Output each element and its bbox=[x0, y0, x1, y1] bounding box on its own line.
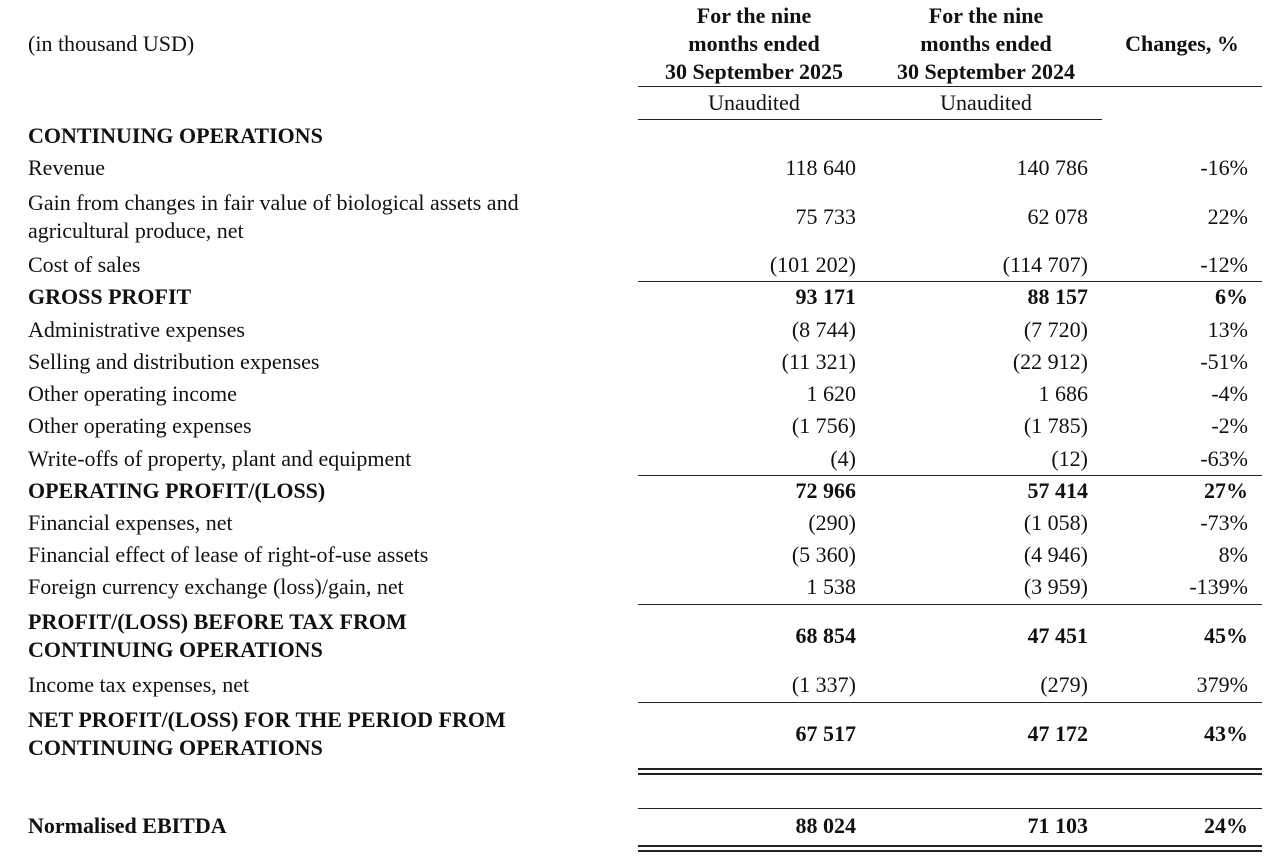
value-2024: (3 959) bbox=[1023, 574, 1088, 599]
value-2024: (7 720) bbox=[1023, 317, 1088, 342]
row-label: Income tax expenses, net bbox=[28, 672, 250, 697]
value-2025: (11 321) bbox=[781, 349, 856, 374]
row-label: Revenue bbox=[28, 155, 105, 180]
value-2025: 1 538 bbox=[806, 574, 856, 599]
column-header-changes: Changes, % bbox=[1125, 31, 1239, 56]
row-label: Cost of sales bbox=[28, 252, 141, 277]
value-change: -4% bbox=[1211, 381, 1248, 406]
column-header-2025-line1: For the nine bbox=[696, 3, 812, 28]
value-change: -12% bbox=[1200, 252, 1248, 277]
column-header-2025-line2: months ended bbox=[688, 31, 820, 56]
row-label: NET PROFIT/(LOSS) FOR THE PERIOD FROM bbox=[28, 707, 506, 732]
value-2024: 71 103 bbox=[1027, 813, 1088, 838]
value-2024: (22 912) bbox=[1012, 349, 1088, 374]
status-divider bbox=[638, 119, 1102, 120]
value-change: 45% bbox=[1204, 623, 1248, 648]
value-2025: 75 733 bbox=[795, 204, 856, 229]
value-2024: 1 686 bbox=[1038, 381, 1088, 406]
row-label: agricultural produce, net bbox=[28, 218, 244, 243]
divider-operating-profit bbox=[638, 475, 1262, 476]
value-2024: (114 707) bbox=[1002, 252, 1088, 277]
value-2024: 140 786 bbox=[1016, 155, 1088, 180]
row-label: Financial effect of lease of right-of-use assets bbox=[28, 542, 429, 567]
value-2024: (12) bbox=[1051, 446, 1088, 471]
value-change: -63% bbox=[1200, 446, 1248, 471]
value-2025: (101 202) bbox=[769, 252, 856, 277]
status-2025: Unaudited bbox=[708, 90, 800, 115]
row-label: Write-offs of property, plant and equipment bbox=[28, 446, 412, 471]
value-2024: (1 058) bbox=[1023, 510, 1088, 535]
column-header-2024-line1: For the nine bbox=[928, 3, 1044, 28]
value-2024: 57 414 bbox=[1027, 478, 1088, 503]
row-label: CONTINUING OPERATIONS bbox=[28, 637, 323, 662]
value-2025: 72 966 bbox=[795, 478, 856, 503]
value-2024: 47 172 bbox=[1027, 721, 1088, 746]
row-label: Other operating expenses bbox=[28, 413, 252, 438]
double-underline-net-profit bbox=[638, 768, 1262, 775]
column-header-2025-line3: 30 September 2025 bbox=[664, 59, 844, 84]
column-header-2024 bbox=[870, 2, 1102, 86]
row-label: Financial expenses, net bbox=[28, 510, 233, 535]
value-2025: (8 744) bbox=[791, 317, 856, 342]
divider-net-profit bbox=[638, 702, 1262, 703]
value-change: -16% bbox=[1200, 155, 1248, 180]
row-label: Selling and distribution expenses bbox=[28, 349, 320, 374]
double-underline-ebitda bbox=[638, 845, 1262, 852]
row-label: Normalised EBITDA bbox=[28, 813, 227, 838]
column-header-2024-line3: 30 September 2024 bbox=[896, 59, 1076, 84]
row-label: Other operating income bbox=[28, 381, 237, 406]
value-2024: 47 451 bbox=[1027, 623, 1088, 648]
value-2025: 88 024 bbox=[795, 813, 856, 838]
value-2025: (1 337) bbox=[791, 672, 856, 697]
divider-profit-before-tax bbox=[638, 604, 1262, 605]
value-change: 13% bbox=[1207, 317, 1248, 342]
row-label: Foreign currency exchange (loss)/gain, net bbox=[28, 574, 404, 599]
value-change: -2% bbox=[1211, 413, 1248, 438]
divider-ebitda bbox=[638, 808, 1262, 809]
value-2025: (4) bbox=[830, 446, 856, 471]
value-2024: (4 946) bbox=[1023, 542, 1088, 567]
value-2025: (1 756) bbox=[791, 413, 856, 438]
unit-label: (in thousand USD) bbox=[28, 31, 195, 56]
section-title: CONTINUING OPERATIONS bbox=[28, 123, 323, 148]
value-change: -139% bbox=[1189, 574, 1248, 599]
row-label: OPERATING PROFIT/(LOSS) bbox=[28, 478, 326, 503]
value-2024: (279) bbox=[1040, 672, 1088, 697]
value-change: 379% bbox=[1196, 672, 1248, 697]
row-label: Gain from changes in fair value of biological assets and bbox=[28, 190, 519, 215]
row-label: PROFIT/(LOSS) BEFORE TAX FROM bbox=[28, 609, 407, 634]
value-2025: 93 171 bbox=[795, 284, 856, 309]
column-header-2025 bbox=[638, 2, 870, 86]
value-change: 43% bbox=[1204, 721, 1248, 746]
value-change: -73% bbox=[1200, 510, 1248, 535]
value-2025: (290) bbox=[808, 510, 856, 535]
value-change: 24% bbox=[1204, 813, 1248, 838]
value-2025: 67 517 bbox=[795, 721, 856, 746]
value-change: 6% bbox=[1215, 284, 1248, 309]
value-2024: 62 078 bbox=[1027, 204, 1088, 229]
value-change: -51% bbox=[1200, 349, 1248, 374]
row-label: GROSS PROFIT bbox=[28, 284, 192, 309]
header-divider bbox=[638, 86, 1262, 87]
divider-gross-profit bbox=[638, 281, 1262, 282]
row-label: CONTINUING OPERATIONS bbox=[28, 735, 323, 760]
value-2025: (5 360) bbox=[791, 542, 856, 567]
value-2025: 68 854 bbox=[795, 623, 856, 648]
value-change: 27% bbox=[1204, 478, 1248, 503]
value-2025: 118 640 bbox=[785, 155, 856, 180]
value-change: 22% bbox=[1207, 204, 1248, 229]
value-2024: (1 785) bbox=[1023, 413, 1088, 438]
value-2025: 1 620 bbox=[806, 381, 856, 406]
row-label: Administrative expenses bbox=[28, 317, 245, 342]
column-header-2024-line2: months ended bbox=[920, 31, 1052, 56]
value-change: 8% bbox=[1218, 542, 1248, 567]
value-2024: 88 157 bbox=[1027, 284, 1088, 309]
status-2024: Unaudited bbox=[940, 90, 1032, 115]
